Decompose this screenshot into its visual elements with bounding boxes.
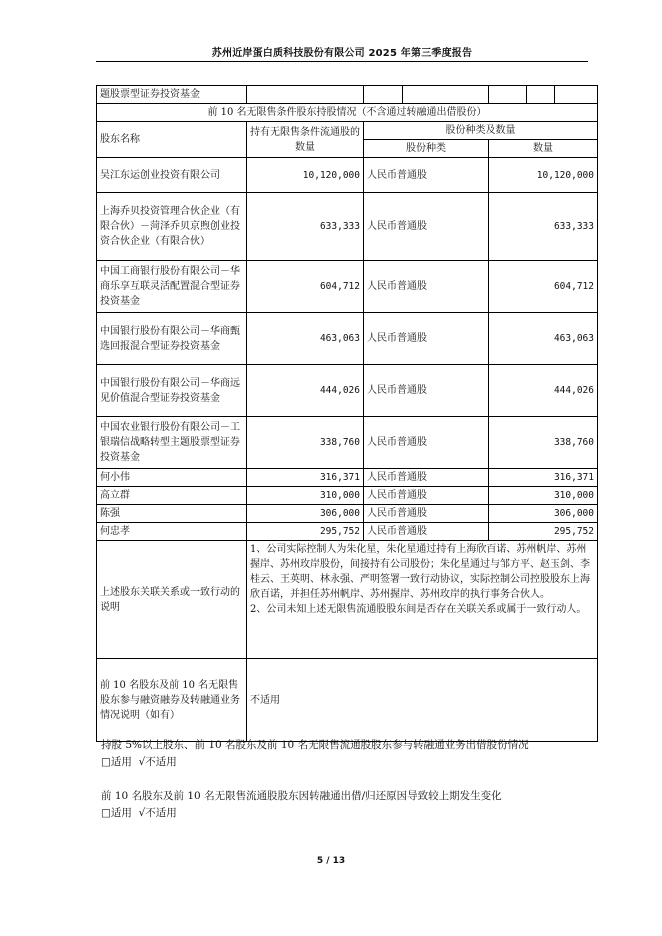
- lending-disclosure-note: [101, 737, 529, 771]
- table-row: [97, 505, 598, 523]
- checkbox-not-applicable: √不适用: [138, 756, 177, 768]
- note-text: 前 10 名股东及前 10 名无限售流通股股东因转融通出借/归还原因导致较上期发生变化: [101, 790, 502, 802]
- header-share-type-group: 股份种类及数量: [364, 122, 598, 140]
- holder-name: 中国农业银行股份有限公司－工银瑞信战略转型主题股票型证券投资基金: [97, 417, 247, 469]
- holder-name: 何小伟: [97, 469, 247, 487]
- holder-name: 高立群: [97, 487, 247, 505]
- share-quantity: 295,752: [489, 523, 598, 541]
- share-type: 人民币普通股: [364, 313, 489, 365]
- share-quantity: 316,371: [489, 469, 598, 487]
- unrestricted-shares: 463,063: [247, 313, 364, 365]
- share-quantity: 306,000: [489, 505, 598, 523]
- table-row: [97, 261, 598, 313]
- unrestricted-shares: 10,120,000: [247, 158, 364, 193]
- table-row: [97, 417, 598, 469]
- checkbox-not-applicable: √不适用: [138, 807, 177, 819]
- top10-unrestricted-holders-table: [96, 85, 598, 742]
- margin-trading-value: 不适用: [247, 659, 598, 742]
- table-row: [97, 487, 598, 505]
- carryover-cell: 题股票型证券投资基金: [97, 86, 247, 104]
- unrestricted-shares: 444,026: [247, 365, 364, 417]
- unrestricted-shares: 338,760: [247, 417, 364, 469]
- holder-name: 中国工商银行股份有限公司－华商乐享互联灵活配置混合型证券投资基金: [97, 261, 247, 313]
- table-row: [97, 193, 598, 261]
- unrestricted-shares: 604,712: [247, 261, 364, 313]
- holder-name: 中国银行股份有限公司－华商甄选回报混合型证券投资基金: [97, 313, 247, 365]
- share-quantity: 633,333: [489, 193, 598, 261]
- section-title: 前 10 名无限售条件股东持股情况（不含通过转融通出借股份）: [97, 104, 598, 122]
- holder-name: 何忠孝: [97, 523, 247, 541]
- checkbox-applicable: □适用: [101, 807, 132, 819]
- table-row: [97, 313, 598, 365]
- unrestricted-shares: 295,752: [247, 523, 364, 541]
- share-type: 人民币普通股: [364, 261, 489, 313]
- table-row: [97, 158, 598, 193]
- note-options: [101, 754, 529, 771]
- holder-name: 中国银行股份有限公司－华商远见价值混合型证券投资基金: [97, 365, 247, 417]
- table-row: [97, 469, 598, 487]
- holder-name: 陈强: [97, 505, 247, 523]
- relationship-label: 上述股东关联关系或一致行动的说明: [97, 541, 247, 659]
- share-type: 人民币普通股: [364, 158, 489, 193]
- share-quantity: 10,120,000: [489, 158, 598, 193]
- page-number: 5 / 13: [316, 856, 346, 866]
- header-divider: [96, 61, 588, 62]
- share-type: 人民币普通股: [364, 193, 489, 261]
- relationship-row: [97, 541, 598, 659]
- share-quantity: 310,000: [489, 487, 598, 505]
- unrestricted-shares: 316,371: [247, 469, 364, 487]
- note-text: 持股 5%以上股东、前 10 名股东及前 10 名无限售流通股股东参与转融通业务出借股份情况: [101, 739, 529, 751]
- header-share-type: 股份种类: [364, 140, 489, 158]
- share-quantity: 444,026: [489, 365, 598, 417]
- unrestricted-shares: 633,333: [247, 193, 364, 261]
- table-row: [97, 523, 598, 541]
- share-type: 人民币普通股: [364, 469, 489, 487]
- report-header-title: 苏州近岸蛋白质科技股份有限公司 2025 年第三季度报告: [211, 48, 473, 59]
- lending-change-note: [101, 788, 502, 822]
- note-options: [101, 805, 502, 822]
- share-type: 人民币普通股: [364, 487, 489, 505]
- unrestricted-shares: 310,000: [247, 487, 364, 505]
- header-holder-name: 股东名称: [97, 122, 247, 158]
- unrestricted-shares: 306,000: [247, 505, 364, 523]
- header-quantity: 数量: [489, 140, 598, 158]
- share-type: 人民币普通股: [364, 523, 489, 541]
- share-type: 人民币普通股: [364, 417, 489, 469]
- share-type: 人民币普通股: [364, 365, 489, 417]
- share-type: 人民币普通股: [364, 505, 489, 523]
- share-quantity: 604,712: [489, 261, 598, 313]
- header-unrestricted-qty: 持有无限售条件流通股的数量: [247, 122, 364, 158]
- share-quantity: 463,063: [489, 313, 598, 365]
- relationship-description: [247, 541, 598, 659]
- relationship-note-2: 2、公司未知上述无限售流通股股东间是否存在关联关系或属于一致行动人。: [250, 604, 587, 615]
- margin-trading-row: [97, 659, 598, 742]
- table-row: [97, 365, 598, 417]
- checkbox-applicable: □适用: [101, 756, 132, 768]
- margin-trading-label: 前 10 名股东及前 10 名无限售股东参与融资融券及转融通业务情况说明（如有）: [97, 659, 247, 742]
- holder-name: 吴江东运创业投资有限公司: [97, 158, 247, 193]
- holder-name: 上海乔贝投资管理合伙企业（有限合伙）－菏泽乔贝京煦创业投资合伙企业（有限合伙）: [97, 193, 247, 261]
- relationship-note-1: 1、公司实际控制人为朱化星，朱化星通过持有上海欣百诺、苏州帆岸、苏州握岸、苏州玫岸股份，间接持有公司股份；朱化星通过与邹方平、赵玉剑、李桂云、王英明、林永强、严明签署一致行动协议，实际控制公司控股股东上海欣百诺，并担任苏州帆岸、苏州握岸、苏州玫岸的执行事务合伙人。: [250, 544, 590, 600]
- share-quantity: 338,760: [489, 417, 598, 469]
- carryover-row: [97, 86, 598, 104]
